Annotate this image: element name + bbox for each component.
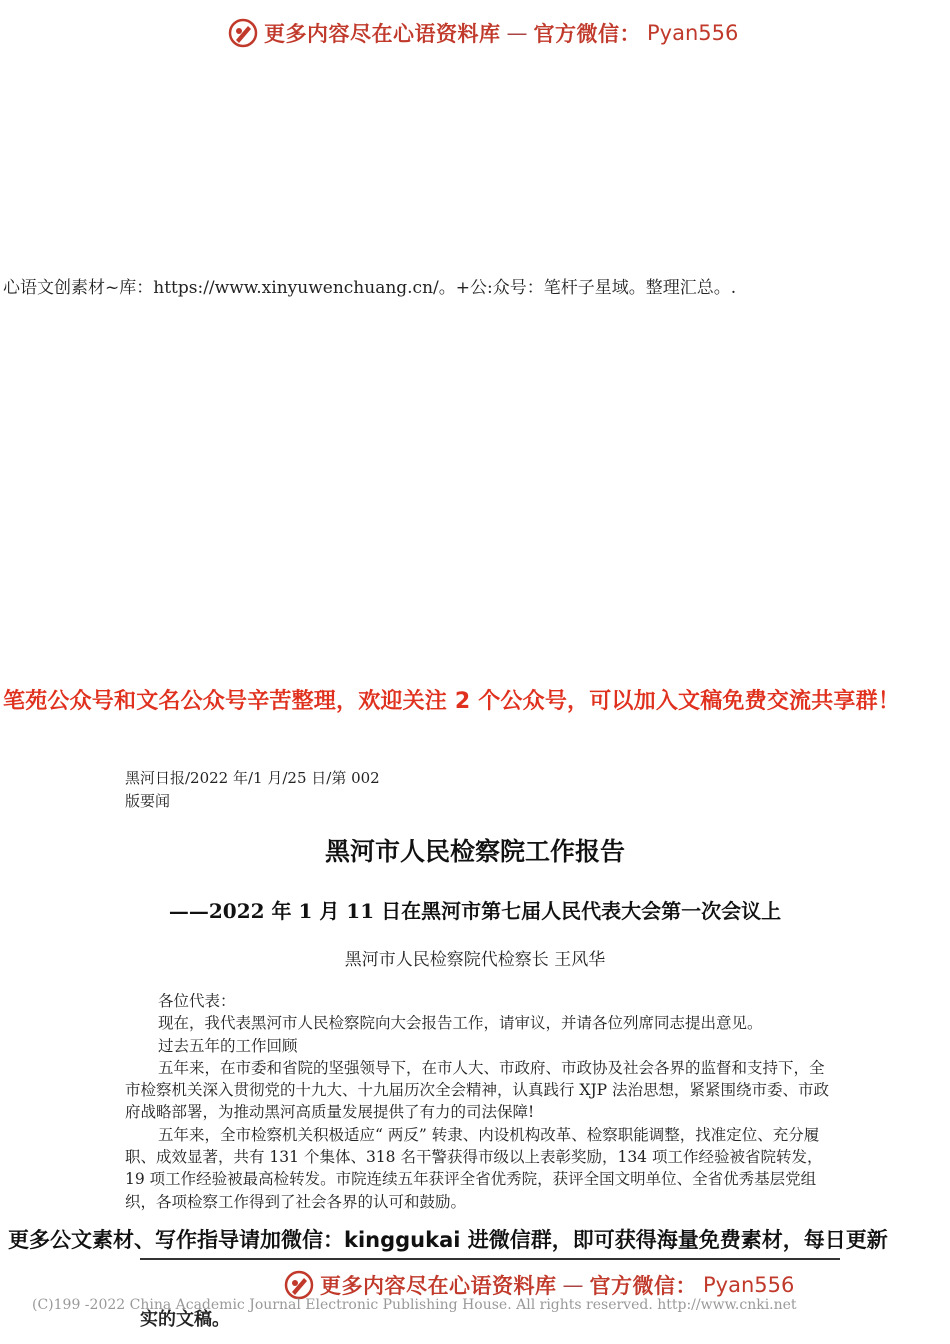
body-paragraph: 五年来，在市委和省院的坚强领导下，在市人大、市政府、市政协及社会各界的监督和支持下，全市检察机关深入贯彻党的十九大、十九届历次全会精神，认真践行 XJP 法治思想，紧紧围绕市委、市政府战略部署，为推动黑河高质量发展提供了有力的司法保障! [125,1058,830,1122]
promo-black-banner: 更多公文素材、写作指导请加微信：kinggukai 进微信群，即可获得海量免费素材，每日更新 [8,1228,888,1252]
promo-red-banner: 笔苑公众号和文名公众号辛苦整理，欢迎关注 2 个公众号，可以加入文稿免费交流共享群！ [3,689,901,714]
body-paragraph: 五年来，全市检察机关积极适应“ 两反” 转隶、内设机构改革、检察职能调整，找准定位、充分履职、成效显著，共有 131 个集体、318 名干警获得市级以上表彰奖励，134 项工作经验被省院转发，19 项工作经验被最高检转发。市院连续五年获评全省优秀院，获评全国文明单位、全省优秀基层党组织，各项检察工作得到了社会各界的认可和鼓励。 [125,1125,823,1211]
page-subtitle: ——2022 年 1 月 11 日在黑河市第七届人民代表大会第一次会议上 [168,899,782,923]
watermark-wechat-label: 官方微信： [533,21,641,46]
watermark-text: 更多内容尽在心语资料库 [320,1273,557,1298]
author-line: 黑河市人民检察院代检察长 王风华 [344,950,606,970]
source-line: 心语文创素材~库：https://www.xinyuwenchuang.cn/。+公:众号：笔杆子星域。整理汇总。. [3,278,737,298]
divider [140,1258,840,1260]
copyright-line: (C)199 -2022 China Academic Journal Electronic Publishing House. All rights reserved. http://www.cnki.net [32,1297,797,1313]
watermark-wechat-label: 官方微信： [589,1273,697,1298]
watermark-text: 更多内容尽在心语资料库 [264,21,501,46]
watermark-separator: — [562,1273,584,1297]
watermark-wechat-id: Pyan556 [703,1273,795,1297]
pen-logo-icon [228,18,258,48]
body-paragraph: 现在，我代表黑河市人民检察院向大会报告工作，请审议，并请各位列席同志提出意见。 [158,1014,763,1033]
body-paragraph: 过去五年的工作回顾 [158,1036,298,1055]
cutoff-text: 实的文稿。 [140,1309,230,1330]
watermark-header [228,18,738,48]
page-title: 黑河市人民检察院工作报告 [324,837,625,866]
watermark-footer [284,1270,794,1300]
watermark-separator: — [506,21,528,45]
watermark-wechat-id: Pyan556 [647,21,739,45]
meta-line-2: 版要闻 [125,792,171,810]
report-body [125,990,830,1213]
meta-line-1: 黑河日报/2022 年/1 月/25 日/第 002 [125,769,380,787]
body-paragraph: 各位代表： [158,992,236,1010]
pen-logo-icon [284,1270,314,1300]
